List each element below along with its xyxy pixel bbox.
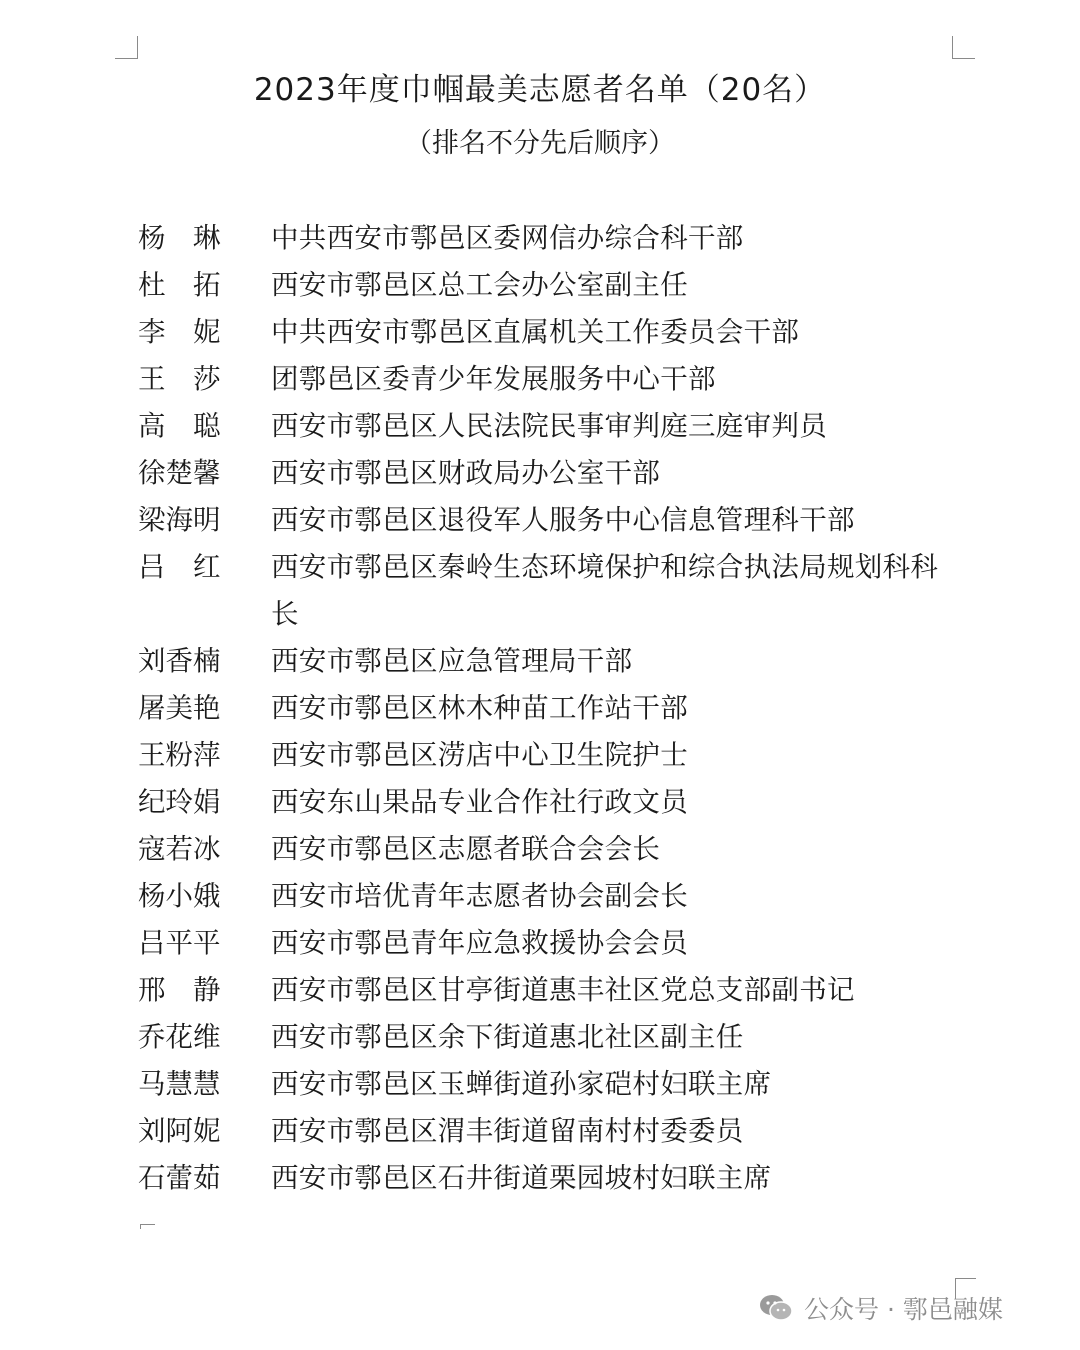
volunteer-name: 高 聪 — [138, 410, 221, 442]
volunteer-role: 西安市鄠邑区总工会办公室副主任 — [271, 269, 688, 301]
list-item — [138, 1014, 958, 1061]
list-item — [138, 403, 958, 450]
volunteer-name: 刘香楠 — [138, 645, 221, 677]
volunteer-name: 邢 静 — [138, 974, 221, 1006]
volunteer-name: 纪玲娟 — [138, 786, 221, 818]
volunteer-name: 刘阿妮 — [138, 1115, 221, 1147]
list-item — [138, 1061, 958, 1108]
volunteer-role: 西安市鄠邑区涝店中心卫生院护士 — [271, 739, 688, 771]
crop-mark-top-right — [952, 36, 975, 59]
list-item — [138, 779, 958, 826]
list-item — [138, 685, 958, 732]
volunteer-role: 西安市鄠邑区志愿者联合会会长 — [271, 833, 661, 865]
volunteer-name: 马慧慧 — [138, 1068, 221, 1100]
volunteer-role: 西安市鄠邑区林木种苗工作站干部 — [271, 692, 688, 724]
volunteer-role: 团鄠邑区委青少年发展服务中心干部 — [271, 363, 716, 395]
volunteer-role: 西安市鄠邑区秦岭生态环境保护和综合执法局规划科科长 — [271, 551, 939, 630]
volunteer-role: 中共西安市鄠邑区直属机关工作委员会干部 — [271, 316, 800, 348]
volunteer-role: 西安市培优青年志愿者协会副会长 — [271, 880, 688, 912]
volunteer-role: 西安市鄠邑区财政局办公室干部 — [271, 457, 661, 489]
volunteer-role: 西安东山果品专业合作社行政文员 — [271, 786, 688, 818]
watermark-text: 公众号 · 鄠邑融媒 — [804, 1295, 1003, 1324]
list-item — [138, 450, 958, 497]
volunteer-role: 西安市鄠邑区人民法院民事审判庭三庭审判员 — [271, 410, 827, 442]
volunteer-list — [138, 215, 958, 1202]
volunteer-name: 徐楚馨 — [138, 457, 221, 489]
document-subtitle: （排名不分先后顺序） — [405, 128, 675, 159]
volunteer-role: 西安市鄠邑青年应急救援协会会员 — [271, 927, 688, 959]
wechat-icon — [758, 1293, 794, 1323]
list-item — [138, 732, 958, 779]
volunteer-name: 王 莎 — [138, 363, 221, 395]
crop-mark-top-left — [115, 36, 138, 59]
volunteer-name: 李 妮 — [138, 316, 221, 348]
volunteer-name: 杨小娥 — [138, 880, 221, 912]
volunteer-role: 西安市鄠邑区余下街道惠北社区副主任 — [271, 1021, 744, 1053]
list-item — [138, 262, 958, 309]
volunteer-name: 乔花维 — [138, 1021, 221, 1053]
volunteer-role: 西安市鄠邑区玉蝉街道孙家硙村妇联主席 — [271, 1068, 772, 1100]
list-item — [138, 1155, 958, 1202]
volunteer-name: 杜 拓 — [138, 269, 221, 301]
volunteer-role: 西安市鄠邑区应急管理局干部 — [271, 645, 633, 677]
list-item — [138, 638, 958, 685]
list-item — [138, 356, 958, 403]
volunteer-name: 屠美艳 — [138, 692, 221, 724]
list-item — [138, 826, 958, 873]
list-item — [138, 1108, 958, 1155]
volunteer-name: 吕 红 — [138, 551, 221, 583]
list-item — [138, 920, 958, 967]
list-item — [138, 967, 958, 1014]
volunteer-name: 杨 琳 — [138, 222, 221, 254]
volunteer-name: 寇若冰 — [138, 833, 221, 865]
volunteer-role: 西安市鄠邑区石井街道栗园坡村妇联主席 — [271, 1162, 772, 1194]
document-title: 2023年度巾帼最美志愿者名单（20名） — [253, 72, 827, 108]
volunteer-name: 石蕾茹 — [138, 1162, 221, 1194]
volunteer-name: 王粉萍 — [138, 739, 221, 771]
list-item — [138, 497, 958, 544]
volunteer-name: 梁海明 — [138, 504, 221, 536]
list-item — [138, 309, 958, 356]
list-item — [138, 873, 958, 920]
volunteer-name: 吕平平 — [138, 927, 221, 959]
volunteer-role: 西安市鄠邑区甘亭街道惠丰社区党总支部副书记 — [271, 974, 855, 1006]
crop-mark-bottom-left — [140, 1224, 155, 1229]
list-item — [138, 215, 958, 262]
volunteer-role: 西安市鄠邑区退役军人服务中心信息管理科干部 — [271, 504, 855, 536]
watermark — [758, 1288, 1003, 1328]
volunteer-role: 中共西安市鄠邑区委网信办综合科干部 — [271, 222, 744, 254]
volunteer-role: 西安市鄠邑区渭丰街道留南村村委委员 — [271, 1115, 744, 1147]
list-item — [138, 544, 958, 638]
